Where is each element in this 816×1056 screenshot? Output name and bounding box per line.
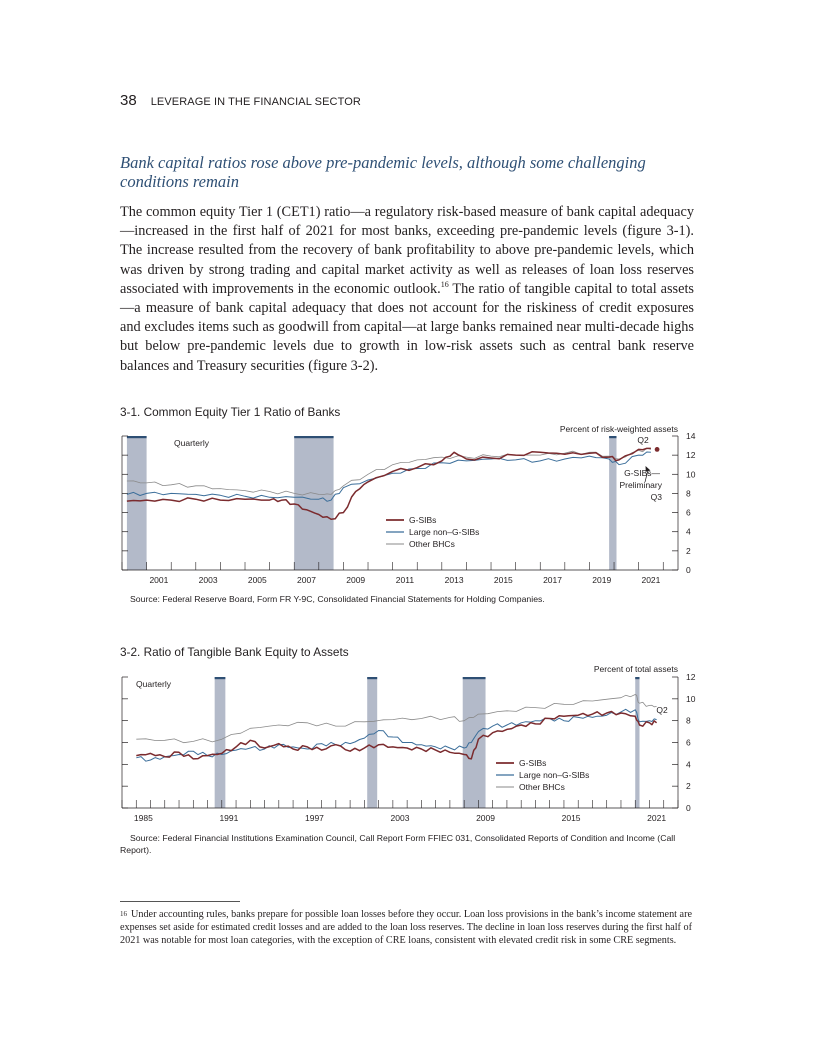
recession-band: [127, 436, 147, 570]
legend-entry: G-SIBs: [519, 758, 547, 768]
x-tick-label: 2009: [476, 813, 495, 823]
y-tick-label: 8: [686, 488, 691, 499]
recession-band: [635, 677, 639, 808]
x-tick-label: 2005: [247, 575, 267, 585]
figure2-title: 3-2. Ratio of Tangible Bank Equity to Assets: [120, 645, 349, 659]
x-tick-label: 2001: [149, 575, 169, 585]
recession-band-cap: [215, 677, 226, 679]
x-tick-label: 2021: [647, 813, 667, 823]
preliminary-point: [655, 447, 660, 452]
y-tick-label: 12: [686, 450, 696, 461]
x-tick-label: 2013: [444, 575, 464, 585]
y-tick-labels: [686, 431, 696, 575]
chart-legend: [496, 758, 589, 792]
y-tick-label: 6: [686, 507, 691, 518]
unit-label: Percent of total assets: [593, 664, 678, 674]
x-tick-label: 2009: [346, 575, 366, 585]
recession-band-cap: [635, 677, 639, 679]
recession-band-cap: [294, 436, 333, 438]
figure1-source: Source: Federal Reserve Board, Form FR Y-9C, Consolidated Financial Statements for Holding Companies.: [130, 594, 545, 604]
x-tick-label: 2021: [641, 575, 661, 585]
axis-ticks: [122, 436, 678, 570]
x-tick-label: 2019: [592, 575, 612, 585]
x-tick-label: 1991: [219, 813, 239, 823]
y-tick-label: 10: [686, 693, 696, 704]
y-tick-label: 10: [686, 469, 696, 480]
series-line-large-non-gsib: [136, 709, 656, 761]
footnote: [120, 908, 692, 947]
page-number: 38: [120, 92, 137, 109]
x-tick-label: 1997: [305, 813, 324, 823]
y-tick-label: 14: [686, 431, 696, 441]
recession-band-cap: [367, 677, 377, 679]
y-tick-label: 8: [686, 715, 691, 726]
recession-bands: [127, 436, 617, 570]
annotation-preliminary: Preliminary: [619, 480, 662, 490]
legend-entry: Large non–G-SIBs: [519, 770, 590, 780]
axis-ticks: [122, 677, 678, 808]
series-lines: [127, 447, 660, 519]
y-tick-label: 2: [686, 781, 691, 792]
legend-entry: Other BHCs: [519, 782, 565, 792]
y-tick-label: 4: [686, 759, 691, 770]
recession-band-cap: [609, 436, 616, 438]
x-tick-labels: [149, 575, 660, 585]
footnote-reference[interactable]: 16: [440, 280, 449, 290]
recession-band: [294, 436, 333, 570]
chart-legend: [386, 515, 479, 549]
annotation-q2: Q2: [637, 435, 649, 445]
footnote-rule: [120, 901, 240, 902]
unit-label: Percent of risk-weighted assets: [559, 424, 678, 434]
recession-band: [367, 677, 377, 808]
series-line-other-bhc: [136, 695, 656, 743]
recession-band-cap: [463, 677, 486, 679]
x-tick-label: 2003: [390, 813, 410, 823]
x-tick-label: 2017: [543, 575, 562, 585]
y-tick-labels: [686, 672, 696, 813]
legend-entry: Other BHCs: [409, 539, 455, 549]
figure2-chart: [110, 661, 696, 829]
series-line-large-non-gsib: [127, 452, 651, 501]
x-tick-label: 2015: [493, 575, 513, 585]
series-line-gsib: [136, 712, 656, 759]
recession-band: [215, 677, 226, 808]
x-tick-label: 2007: [297, 575, 316, 585]
paragraph-part-two: The ratio of tangible capital to total assets—a measure of bank capital adequacy that does not account for the riskiness of credit exposures and excludes items such as goodwill from capital—at large banks remained near multi-decade highs but below pre-pandemic levels due to growth in low-risk assets such as central bank reserve balances and Treasury securities (figure 3-2).: [120, 280, 694, 374]
annotation-q3: Q3: [650, 492, 662, 502]
legend-entry: G-SIBs: [409, 515, 437, 525]
series-line-gsib: [127, 448, 651, 519]
figure2-source: Source: Federal Financial Institutions Examination Council, Call Report Form FFIEC 031, Consolidated Reports of Condition and Income (Call Report).: [120, 833, 676, 855]
figure1-chart: [110, 420, 696, 592]
y-tick-label: 0: [686, 565, 691, 575]
y-tick-label: 6: [686, 737, 691, 748]
figure1-title: 3-1. Common Equity Tier 1 Ratio of Banks: [120, 405, 341, 419]
annotation-gsib: G-SIBs—: [624, 468, 660, 478]
footnote-number: 16: [120, 910, 127, 918]
frequency-label: Quarterly: [136, 679, 171, 689]
recession-band-cap: [127, 436, 147, 438]
x-tick-label: 1985: [133, 813, 153, 823]
y-tick-label: 0: [686, 803, 691, 813]
legend-entry: Large non–G-SIBs: [409, 527, 480, 537]
x-tick-label: 2011: [395, 575, 415, 585]
y-tick-label: 4: [686, 526, 691, 537]
body-paragraph: [120, 203, 694, 376]
y-tick-label: 12: [686, 672, 696, 682]
y-tick-label: 2: [686, 545, 691, 556]
series-line-other-bhc: [127, 448, 651, 495]
x-tick-labels: [134, 813, 666, 823]
x-tick-label: 2015: [561, 813, 581, 823]
footnote-text: Under accounting rules, banks prepare for possible loan losses before they occur. Loan loss provisions in the bank’s income statement are expenses set aside for estimated credit losses and are added to the loan loss reserves. The decline in loan loss reserves during the first half of 2021 was notable for most loan categories, with the exception of CRE loans, consistent with elevated credit risk in some CRE segments.: [120, 909, 692, 946]
recession-band: [463, 677, 486, 808]
recession-bands: [215, 677, 640, 808]
section-heading: Bank capital ratios rose above pre-pandemic levels, although some challenging conditions remain: [120, 153, 646, 191]
frequency-label: Quarterly: [174, 438, 209, 448]
running-title: LEVERAGE IN THE FINANCIAL SECTOR: [150, 96, 361, 108]
paragraph-part-one: The common equity Tier 1 (CET1) ratio—a regulatory risk-based measure of bank capital adequacy—increased in the first half of 2021 for most banks, exceeding pre-pandemic levels (figure 3-1). The increase resulted from the recovery of bank profitability to above pre-pandemic levels, which was driven by strong trading and capital market activity as well as releases of loan loss reserves associated with improvements in the economic outlook.: [120, 204, 694, 297]
series-lines: [136, 695, 656, 762]
page-header: [120, 92, 361, 109]
x-tick-label: 2003: [198, 575, 218, 585]
annotation-q2: Q2: [656, 705, 668, 715]
